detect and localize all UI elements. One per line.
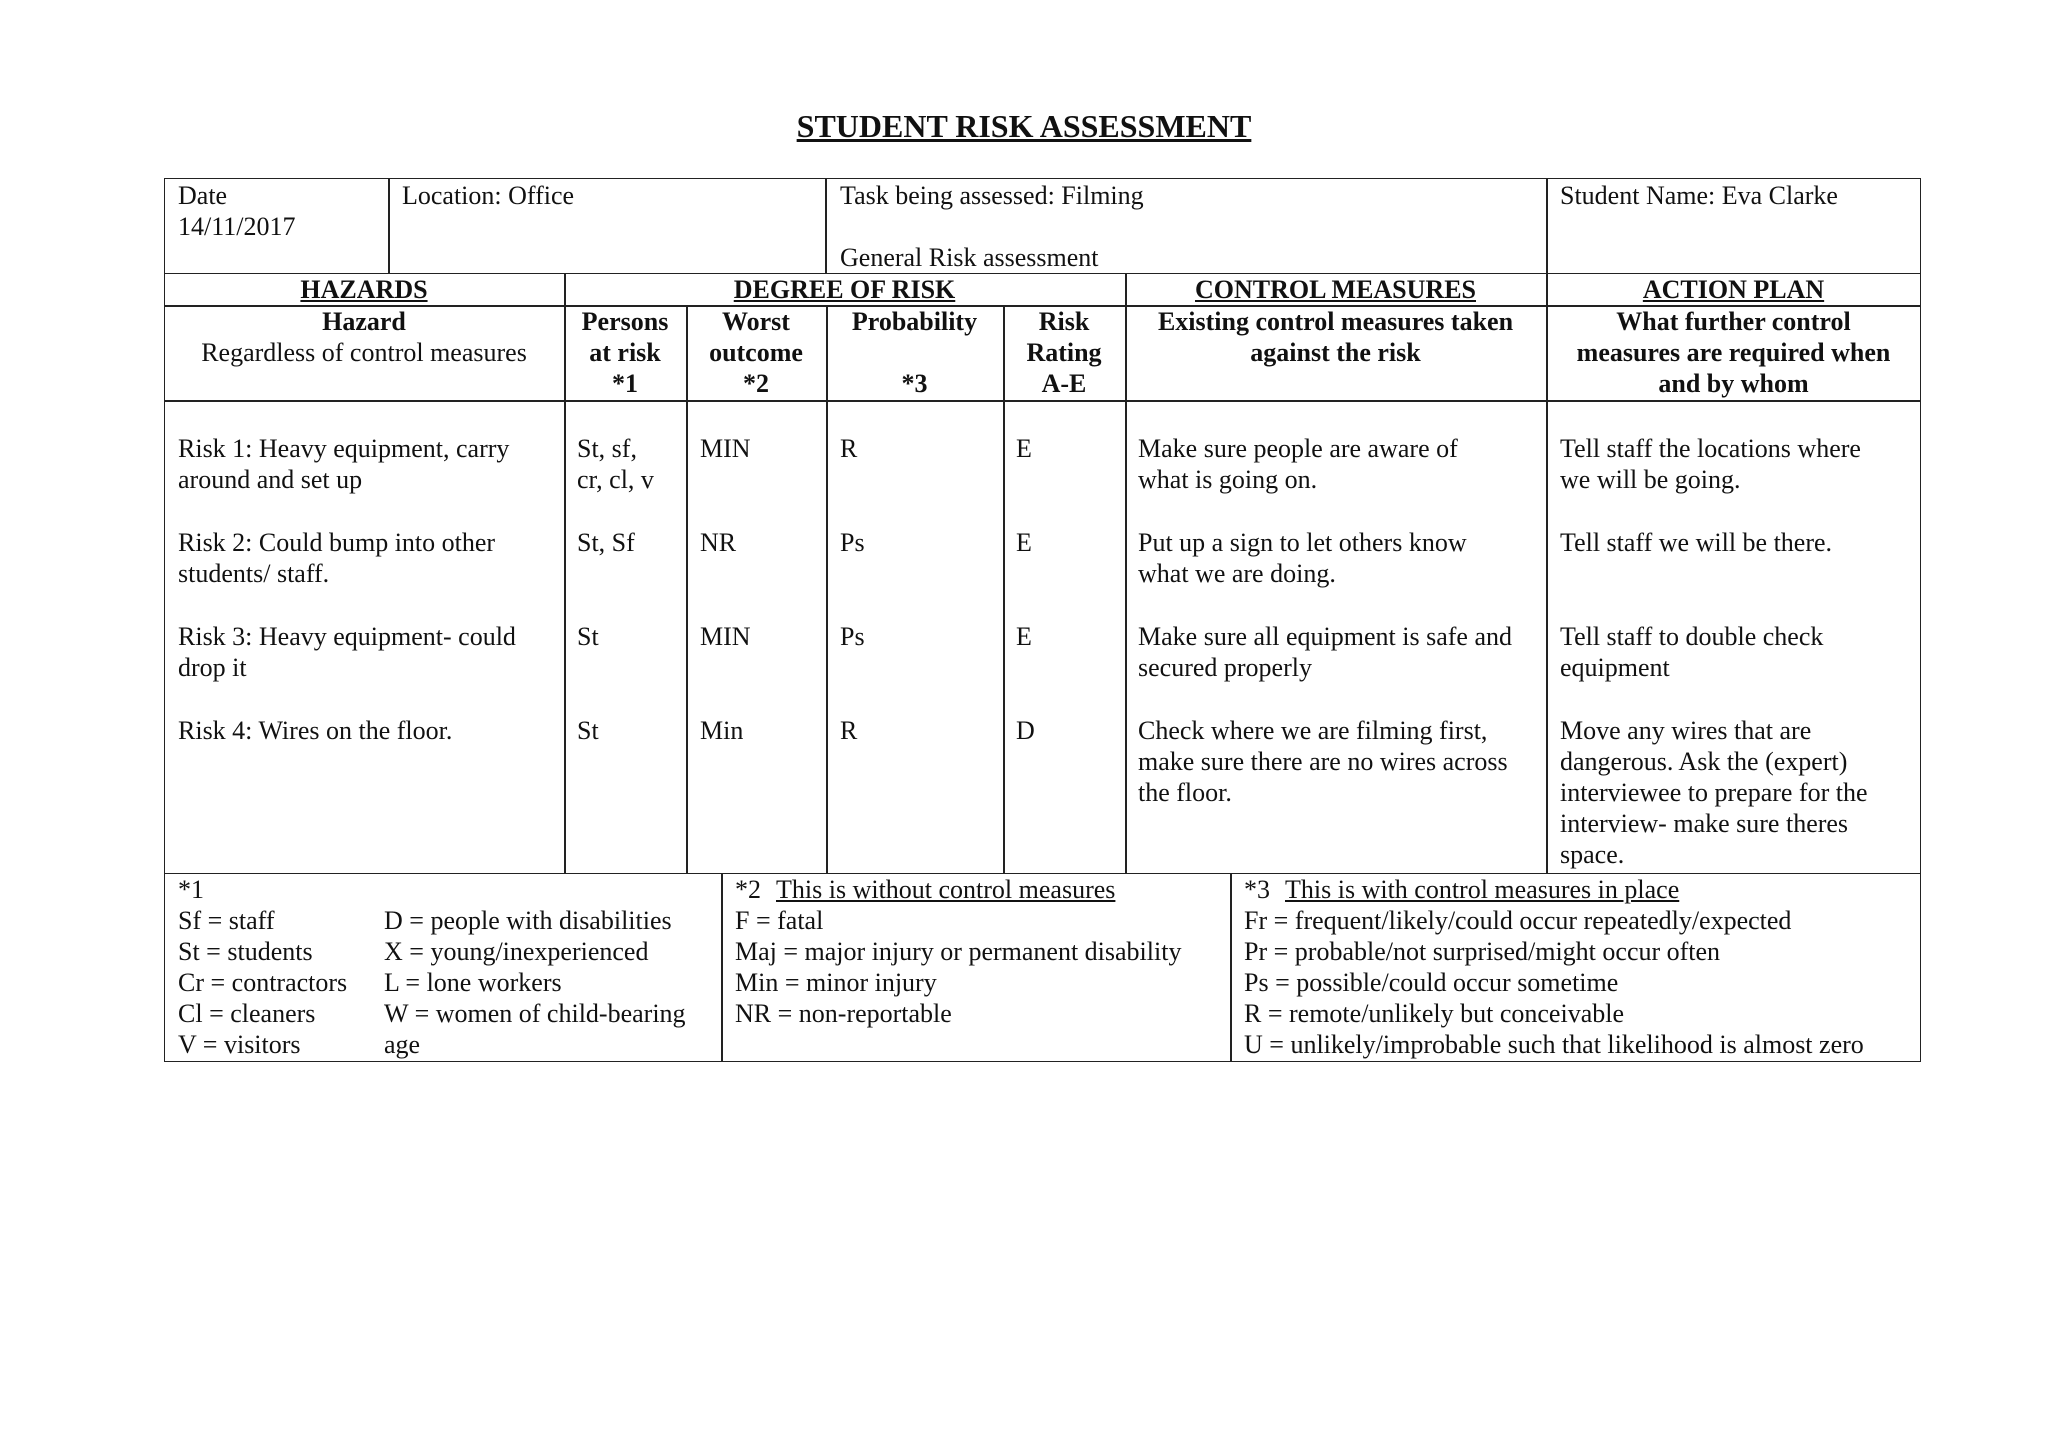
risk-row-3-action: Tell staff to double check equipment [1560, 622, 1824, 682]
col-further-controls: What further control measures are required when and by whom [1576, 307, 1891, 398]
legend-persons-list-1: Sf = staff St = students Cr = contractors Cl = cleaners V = visitors [178, 906, 348, 1059]
risk-row-3-probability: Ps [840, 622, 865, 651]
legend-probability-list: Fr = frequent/likely/could occur repeatedly/expected Pr = probable/not surprised/might occur often Ps = possible/could occur sometime R = remote/unlikely but conceivable U = unlikely/improbable such that likelihood is almost zero [1244, 906, 1864, 1059]
risk-row-2-control: Put up a sign to let others know what we are doing. [1138, 528, 1467, 588]
risk-row-4-action: Move any wires that are dangerous. Ask the (expert) interviewee to prepare for the interview- make sure theres space. [1560, 716, 1868, 869]
risk-row-3-hazard: Risk 3: Heavy equipment- could drop it [178, 622, 516, 682]
page-title: STUDENT RISK ASSESSMENT [796, 108, 1252, 144]
legend-persons-ref: *1 [178, 875, 204, 904]
col-worst-outcome: Worst outcome *2 [709, 307, 803, 398]
row-divider [164, 400, 1921, 402]
info-divider [1546, 178, 1548, 274]
risk-row-4-control: Check where we are filming first, make sure there are no wires across the floor. [1138, 716, 1508, 807]
col-hazard-subtitle: Regardless of control measures [201, 338, 527, 367]
risk-row-4-persons: St [577, 716, 599, 745]
date-value: 14/11/2017 [178, 212, 296, 241]
risk-row-3-rating: E [1016, 622, 1032, 651]
section-degree-of-risk: DEGREE OF RISK [733, 275, 956, 304]
date-label: Date [178, 181, 228, 210]
location-text: Location: Office [402, 181, 575, 210]
risk-row-3-persons: St [577, 622, 599, 651]
legend-outcome-list: F = fatal Maj = major injury or permanent disability Min = minor injury NR = non-reportable [735, 906, 1182, 1028]
col-probability: Probability [851, 307, 978, 336]
risk-row-1-worst: MIN [700, 434, 751, 463]
col-risk-rating: Risk Rating A-E [1026, 307, 1102, 398]
risk-row-1-control: Make sure people are aware of what is going on. [1138, 434, 1458, 494]
general-assessment-text: General Risk assessment [840, 243, 1099, 272]
risk-row-4-probability: R [840, 716, 858, 745]
legend-divider [721, 873, 723, 1062]
risk-row-2-persons: St, Sf [577, 528, 635, 557]
risk-row-1-rating: E [1016, 434, 1032, 463]
risk-row-1-persons: St, sf, cr, cl, v [577, 434, 654, 494]
col-persons-at-risk: Persons at risk *1 [581, 307, 669, 398]
col-hazard-title: Hazard [322, 307, 406, 336]
legend-probability-ref: *3 [1244, 875, 1270, 904]
section-control-measures: CONTROL MEASURES [1195, 275, 1476, 304]
risk-row-2-rating: E [1016, 528, 1032, 557]
risk-row-2-worst: NR [700, 528, 737, 557]
info-divider [388, 178, 390, 274]
risk-row-1-probability: R [840, 434, 858, 463]
risk-row-1-action: Tell staff the locations where we will be going. [1560, 434, 1861, 494]
section-action-plan: ACTION PLAN [1642, 275, 1825, 304]
risk-row-2-action: Tell staff we will be there. [1560, 528, 1833, 557]
info-divider [825, 178, 827, 274]
legend-probability-heading: This is with control measures in place [1285, 875, 1680, 904]
risk-row-4-worst: Min [700, 716, 744, 745]
risk-row-3-control: Make sure all equipment is safe and secured properly [1138, 622, 1512, 682]
legend-outcome-heading: This is without control measures [776, 875, 1116, 904]
risk-row-1-hazard: Risk 1: Heavy equipment, carry around and set up [178, 434, 510, 494]
student-name-text: Student Name: Eva Clarke [1560, 181, 1838, 210]
section-hazards: HAZARDS [300, 275, 428, 304]
col-existing-controls: Existing control measures taken against the risk [1157, 307, 1514, 367]
legend-persons-list-2: D = people with disabilities X = young/inexperienced L = lone workers W = women of child-bearing age [384, 906, 686, 1059]
task-text: Task being assessed: Filming [840, 181, 1144, 210]
risk-row-3-worst: MIN [700, 622, 751, 651]
risk-row-4-rating: D [1016, 716, 1035, 745]
legend-outcome-ref: *2 [735, 875, 761, 904]
risk-row-2-probability: Ps [840, 528, 865, 557]
risk-row-2-hazard: Risk 2: Could bump into other students/ staff. [178, 528, 496, 588]
legend-divider [1230, 873, 1232, 1062]
col-probability-ref: *3 [901, 369, 928, 398]
risk-row-4-hazard: Risk 4: Wires on the floor. [178, 716, 453, 745]
